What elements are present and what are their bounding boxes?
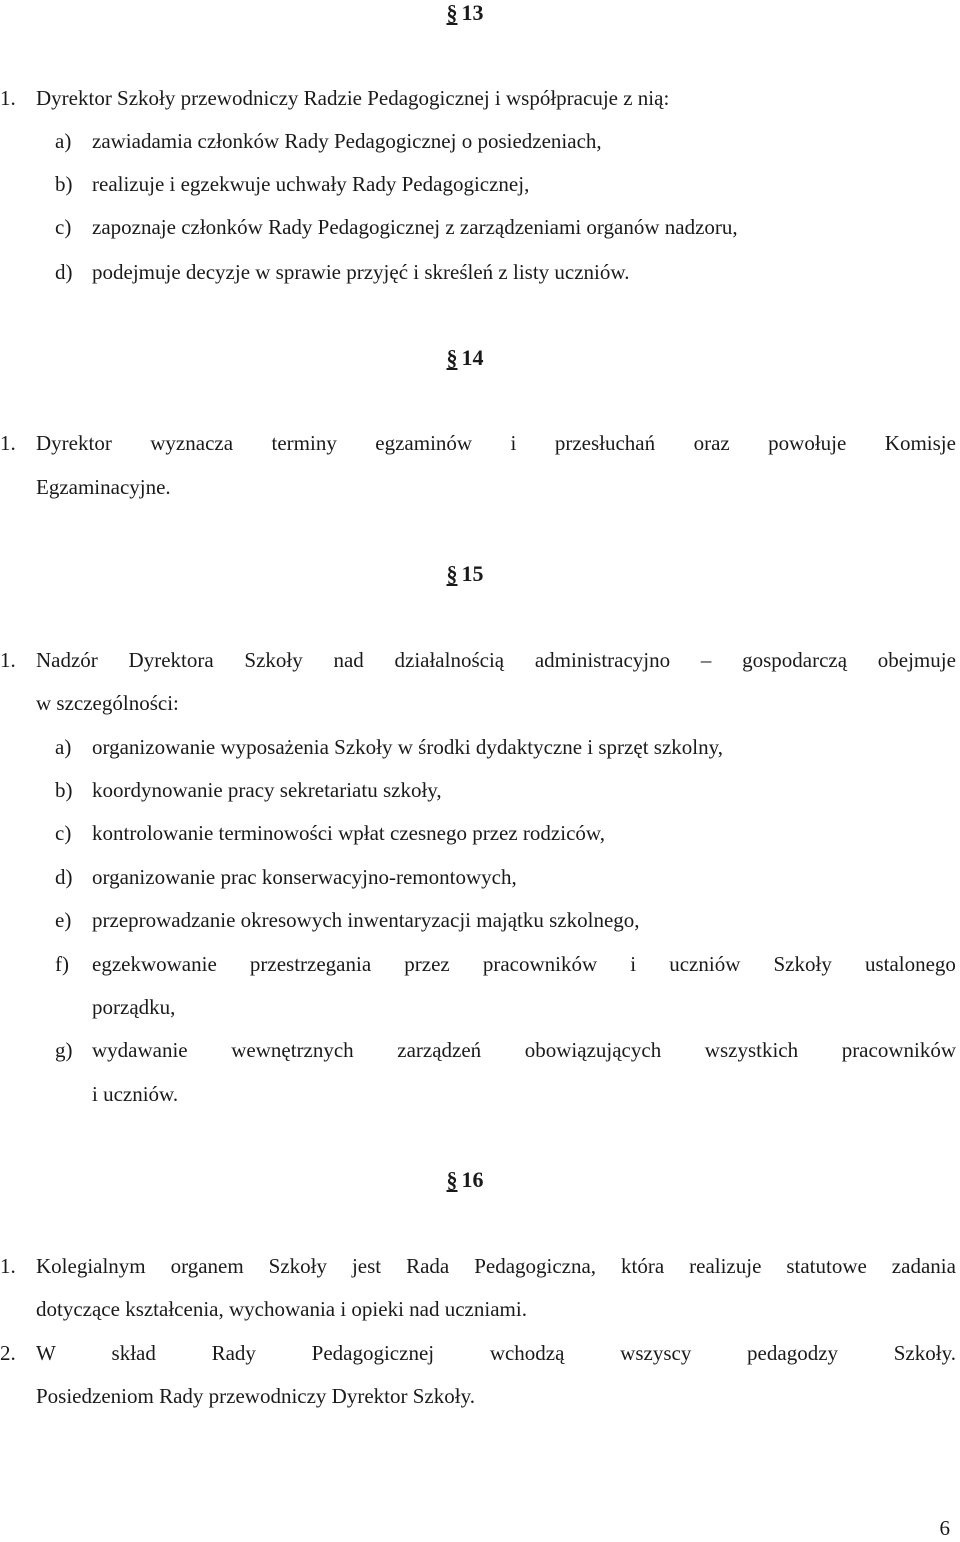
- section-number: 16: [461, 1167, 484, 1192]
- sub-letter: b): [55, 172, 73, 196]
- sub-letter: a): [55, 129, 72, 153]
- item-number: 1.: [0, 431, 16, 455]
- section-number: 13: [461, 0, 484, 25]
- word: –: [700, 648, 712, 672]
- item-text-line: [36, 1341, 956, 1366]
- word: i: [510, 431, 517, 455]
- word: obejmuje: [877, 648, 956, 672]
- word: Dyrektora: [128, 648, 214, 672]
- word: statutowe: [786, 1254, 867, 1278]
- word: przez: [404, 952, 450, 976]
- item-text-line: Posiedzeniom Rady przewodniczy Dyrektor Szkoły.: [36, 1384, 475, 1408]
- word: gospodarczą: [742, 648, 848, 672]
- sub-text-line: i uczniów.: [92, 1082, 179, 1106]
- word: Szkoły: [244, 648, 303, 672]
- item-number: 2.: [0, 1341, 16, 1365]
- word: realizuje: [689, 1254, 762, 1278]
- word: administracyjno: [534, 648, 671, 672]
- word: wchodzą: [489, 1341, 565, 1365]
- section-heading-15: [0, 561, 930, 587]
- item-number: 1.: [0, 648, 16, 672]
- sub-text-line: porządku,: [92, 995, 176, 1019]
- word: Rady: [211, 1341, 256, 1365]
- item-text-line: Egzaminacyjne.: [36, 475, 171, 499]
- word: i: [630, 952, 637, 976]
- word: Kolegialnym: [36, 1254, 146, 1278]
- sub-text: realizuje i egzekwuje uchwały Rady Pedagogicznej,: [92, 172, 530, 196]
- section-sign: §: [446, 1167, 458, 1192]
- word: przesłuchań: [554, 431, 656, 455]
- word: obowiązujących: [524, 1038, 662, 1062]
- word: działalnością: [394, 648, 505, 672]
- word: pracowników: [482, 952, 598, 976]
- page-number: 6: [939, 1516, 950, 1540]
- word: powołuje: [768, 431, 847, 455]
- sub-text: przeprowadzanie okresowych inwentaryzacji majątku szkolnego,: [92, 908, 640, 932]
- word: Nadzór: [36, 648, 98, 672]
- word: wszyscy: [620, 1341, 692, 1365]
- word: Szkoły: [268, 1254, 327, 1278]
- section-number: 15: [461, 561, 484, 586]
- sub-text-line: [92, 952, 956, 977]
- word: egzaminów: [375, 431, 473, 455]
- sub-text: zapoznaje członków Rady Pedagogicznej z zarządzeniami organów nadzoru,: [92, 215, 738, 239]
- word: Dyrektor: [36, 431, 112, 455]
- word: wyznacza: [150, 431, 234, 455]
- word: która: [621, 1254, 665, 1278]
- sub-letter: f): [55, 952, 69, 976]
- item-text-line: [36, 648, 956, 673]
- word: Pedagogicznej: [311, 1341, 435, 1365]
- word: egzekwowanie: [92, 952, 217, 976]
- sub-letter: d): [55, 865, 73, 889]
- word: organem: [170, 1254, 244, 1278]
- word: Szkoły: [773, 952, 832, 976]
- word: skład: [111, 1341, 156, 1365]
- sub-letter: g): [55, 1038, 73, 1062]
- word: wydawanie: [92, 1038, 188, 1062]
- word: ustalonego: [864, 952, 956, 976]
- item-number: 1.: [0, 86, 16, 110]
- sub-text: zawiadamia członków Rady Pedagogicznej o posiedzeniach,: [92, 129, 602, 153]
- sub-letter: c): [55, 215, 72, 239]
- item-text-line: dotyczące kształcenia, wychowania i opieki nad uczniami.: [36, 1297, 527, 1321]
- word: zarządzeń: [397, 1038, 482, 1062]
- sub-text: podejmuje decyzje w sprawie przyjęć i skreśleń z listy uczniów.: [92, 260, 630, 284]
- item-number: 1.: [0, 1254, 16, 1278]
- item-text-line: w szczególności:: [36, 691, 179, 715]
- word: Rada: [406, 1254, 450, 1278]
- section-heading-13: [0, 0, 930, 26]
- word: Szkoły.: [893, 1341, 956, 1365]
- word: oraz: [693, 431, 730, 455]
- word: przestrzegania: [249, 952, 372, 976]
- word: uczniów: [669, 952, 741, 976]
- section-sign: §: [446, 561, 458, 586]
- word: pedagodzy: [747, 1341, 839, 1365]
- item-text-line: [36, 431, 956, 456]
- word: pracowników: [841, 1038, 956, 1062]
- word: Komisje: [884, 431, 956, 455]
- sub-text: organizowanie wyposażenia Szkoły w środki dydaktyczne i sprzęt szkolny,: [92, 735, 723, 759]
- sub-letter: d): [55, 260, 73, 284]
- word: jest: [351, 1254, 382, 1278]
- sub-text: kontrolowanie terminowości wpłat czesnego przez rodziców,: [92, 821, 605, 845]
- sub-text: organizowanie prac konserwacyjno-remontowych,: [92, 865, 517, 889]
- item-text: Dyrektor Szkoły przewodniczy Radzie Pedagogicznej i współpracuje z nią:: [36, 86, 670, 110]
- word: wszystkich: [704, 1038, 799, 1062]
- section-heading-16: [0, 1167, 930, 1193]
- word: nad: [333, 648, 364, 672]
- sub-letter: e): [55, 908, 72, 932]
- sub-letter: c): [55, 821, 72, 845]
- word: W: [36, 1341, 56, 1365]
- item-text-line: [36, 1254, 956, 1279]
- word: zadania: [891, 1254, 956, 1278]
- section-heading-14: [0, 345, 930, 371]
- word: wewnętrznych: [231, 1038, 354, 1062]
- sub-text-line: [92, 1038, 956, 1063]
- section-sign: §: [446, 0, 458, 25]
- sub-letter: b): [55, 778, 73, 802]
- sub-letter: a): [55, 735, 72, 759]
- word: terminy: [271, 431, 337, 455]
- sub-text: koordynowanie pracy sekretariatu szkoły,: [92, 778, 442, 802]
- word: Pedagogiczna,: [474, 1254, 597, 1278]
- section-number: 14: [461, 345, 484, 370]
- section-sign: §: [446, 345, 458, 370]
